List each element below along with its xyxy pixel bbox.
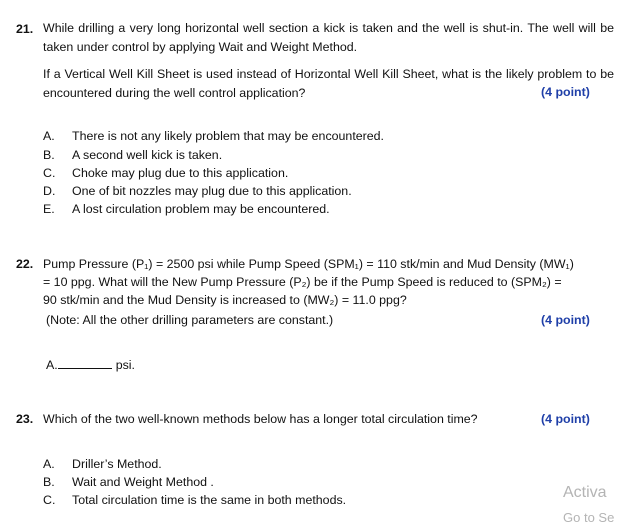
q22-line-2: = 10 ppg. What will the New Pump Pressure (P₂) be if the Pump Speed is reduced to (SPM₂) = xyxy=(43,275,562,289)
q21-option-d: D. One of bit nozzles may plug due to this application. xyxy=(43,184,352,198)
q22-line-1: Pump Pressure (P₁) = 2500 psi while Pump Speed (SPM₁) = 110 stk/min and Mud Density (MW₁) xyxy=(43,257,574,271)
activation-watermark-line1: Activa xyxy=(563,484,607,501)
q23-option-a: A. Driller’s Method. xyxy=(43,457,162,471)
q21-points: (4 point) xyxy=(541,85,590,99)
q21-text: While drilling a very long horizontal well section a kick is taken and the well is shut-in. The well will be taken under control by applying Wait and Weight Method. xyxy=(43,21,614,54)
q22-note: (Note: All the other drilling parameters are constant.) xyxy=(46,313,334,327)
q23-option-b: B. Wait and Weight Method . xyxy=(43,475,214,489)
q22-points: (4 point) xyxy=(541,313,590,327)
q21-option-c: C. Choke may plug due to this application. xyxy=(43,166,289,180)
q21-number: 21. xyxy=(16,22,34,36)
q22-number: 22. xyxy=(16,257,34,271)
q21-question: If a Vertical Well Kill Sheet is used instead of Horizontal Well Kill Sheet, what is the likely problem to be encountered during the well control application? xyxy=(43,67,614,100)
q22-answer-unit: psi. xyxy=(115,358,136,372)
q23-number: 23. xyxy=(16,412,34,426)
q21-option-a: A. There is not any likely problem that may be encountered. xyxy=(43,129,384,143)
q21-option-b: B. A second well kick is taken. xyxy=(43,148,223,162)
q22-answer xyxy=(46,358,135,372)
activation-watermark-line2[interactable]: Go to Se xyxy=(563,510,615,525)
q23-option-c: C. Total circulation time is the same in both methods. xyxy=(43,493,347,507)
q22-answer-letter: A. xyxy=(46,358,58,372)
answer-blank[interactable] xyxy=(58,358,112,369)
q21-option-e: E. A lost circulation problem may be encountered. xyxy=(43,202,330,216)
q22-line-3: 90 stk/min and the Mud Density is increased to (MW₂) = 11.0 ppg? xyxy=(43,293,407,307)
q23-text: Which of the two well-known methods below has a longer total circulation time? xyxy=(43,412,478,426)
q23-points: (4 point) xyxy=(541,412,590,426)
